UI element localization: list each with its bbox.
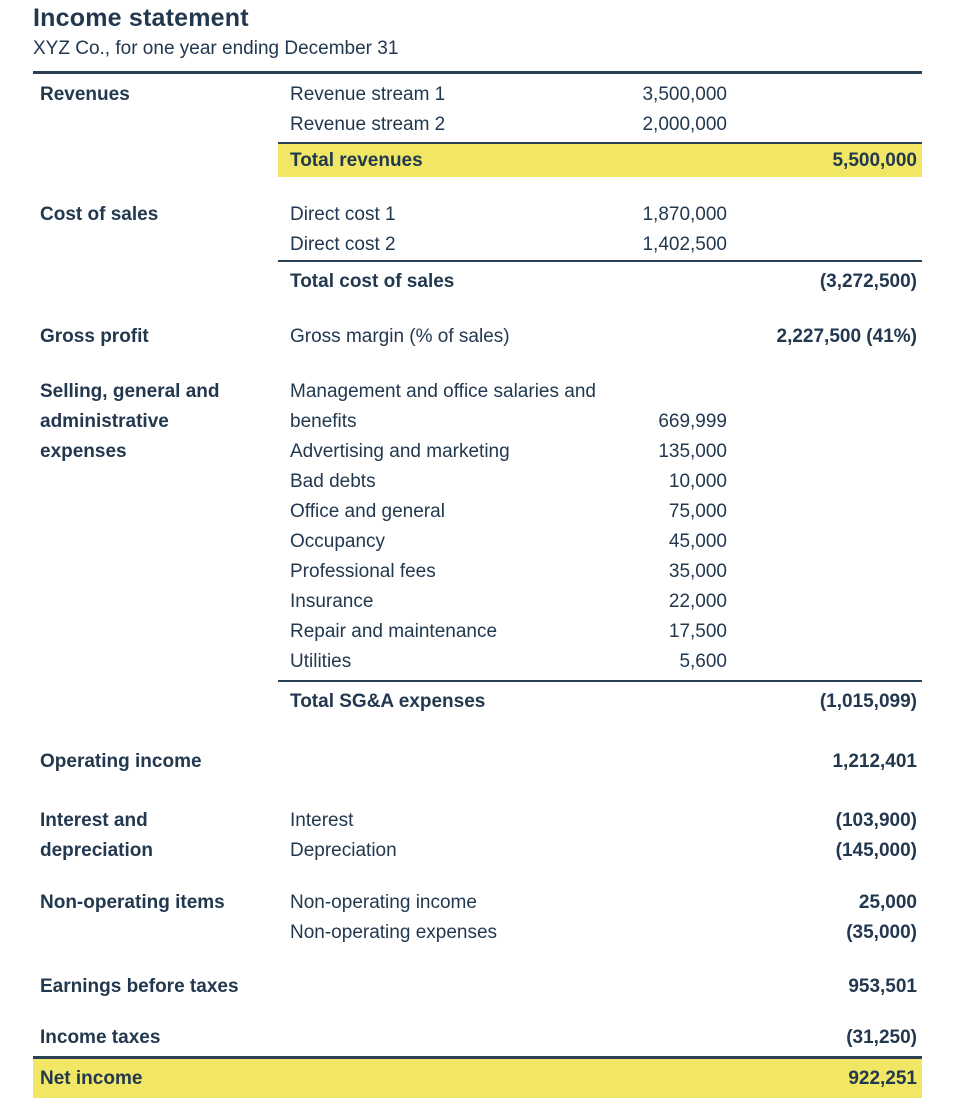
- section-cost-of-sales: [33, 200, 922, 302]
- item-amount: 10,000: [668, 471, 727, 492]
- total-label: Total SG&A expenses: [290, 691, 486, 712]
- item-amount: 1,402,500: [642, 234, 727, 255]
- item-amount: 1,870,000: [642, 204, 727, 225]
- total-amount: (35,000): [846, 922, 917, 943]
- total-amount: 5,500,000: [832, 150, 917, 171]
- summary-label: Net income: [40, 1068, 143, 1089]
- item-amount: 75,000: [668, 501, 727, 522]
- summary-label: Operating income: [40, 751, 202, 772]
- item-label: Repair and maintenance: [290, 621, 498, 642]
- section-label-sga: Selling, general and administrative expenses: [40, 381, 220, 462]
- row-direct-cost-1: [278, 200, 922, 230]
- row-repair-maintenance: [278, 617, 922, 647]
- item-label: Non-operating expenses: [290, 922, 498, 943]
- row-total-revenues: [278, 144, 922, 177]
- row-insurance: [278, 587, 922, 617]
- total-amount: (103,900): [835, 810, 917, 831]
- item-label: Occupancy: [290, 531, 386, 552]
- item-label: Insurance: [290, 591, 374, 612]
- total-amount: (145,000): [835, 840, 917, 861]
- row-revenue-stream-2: [278, 110, 922, 140]
- item-amount: 35,000: [668, 561, 727, 582]
- item-label: Direct cost 2: [290, 234, 396, 255]
- item-amount: 45,000: [668, 531, 727, 552]
- item-label: Management and office salaries and benefits: [290, 381, 596, 432]
- row-advertising-marketing: [278, 437, 922, 467]
- total-amount: 25,000: [858, 892, 917, 913]
- section-non-operating: [33, 888, 922, 948]
- total-amount: (1,015,099): [819, 691, 917, 712]
- item-amount: 2,000,000: [642, 114, 727, 135]
- row-earnings-before-taxes: [33, 972, 922, 1002]
- section-label-interest-depreciation: Interest and depreciation: [40, 810, 153, 861]
- header-rule: [33, 71, 922, 74]
- summary-amount: 922,251: [848, 1068, 917, 1089]
- item-amount: 5,600: [679, 651, 727, 672]
- section-interest-depreciation: [33, 806, 922, 866]
- item-label: Revenue stream 2: [290, 114, 446, 135]
- total-label: Total cost of sales: [290, 271, 455, 292]
- summary-amount: 953,501: [848, 976, 917, 997]
- item-label: Depreciation: [290, 840, 397, 861]
- section-gross-profit: [33, 322, 922, 352]
- item-label: Office and general: [290, 501, 445, 522]
- row-non-operating-expenses: [278, 918, 922, 948]
- summary-label: Earnings before taxes: [40, 976, 239, 997]
- total-label: Total revenues: [290, 150, 423, 171]
- total-amount: (3,272,500): [819, 271, 917, 292]
- item-amount: 17,500: [668, 621, 727, 642]
- item-label: Gross margin (% of sales): [290, 326, 510, 347]
- section-label-revenues: Revenues: [40, 84, 130, 105]
- item-amount: 669,999: [658, 411, 727, 432]
- row-depreciation: [278, 836, 922, 866]
- row-professional-fees: [278, 557, 922, 587]
- total-amount: 2,227,500 (41%): [776, 326, 917, 347]
- row-gross-margin: [278, 322, 922, 352]
- item-label: Professional fees: [290, 561, 436, 582]
- section-revenues: [33, 80, 922, 177]
- item-label: Interest: [290, 810, 354, 831]
- row-interest: [278, 806, 922, 836]
- item-label: Bad debts: [290, 471, 376, 492]
- summary-amount: 1,212,401: [832, 751, 917, 772]
- row-salaries-benefits: [278, 377, 922, 437]
- item-label: Utilities: [290, 651, 352, 672]
- section-sga: [33, 377, 922, 722]
- row-bad-debts: [278, 467, 922, 497]
- row-revenue-stream-1: [278, 80, 922, 110]
- section-label-gross-profit: Gross profit: [40, 326, 149, 347]
- row-total-cost-of-sales: [278, 262, 922, 302]
- row-operating-income: [33, 747, 922, 777]
- section-label-non-operating: Non-operating items: [40, 892, 225, 913]
- row-non-operating-income: [278, 888, 922, 918]
- row-income-taxes: [33, 1023, 922, 1053]
- page-title: Income statement: [33, 4, 249, 32]
- item-label: Non-operating income: [290, 892, 477, 913]
- row-utilities: [278, 647, 922, 677]
- item-label: Revenue stream 1: [290, 84, 446, 105]
- row-net-income: [33, 1059, 922, 1098]
- row-occupancy: [278, 527, 922, 557]
- section-label-cost-of-sales: Cost of sales: [40, 204, 159, 225]
- item-amount: 3,500,000: [642, 84, 727, 105]
- item-amount: 135,000: [658, 441, 727, 462]
- page-subtitle: XYZ Co., for one year ending December 31: [33, 38, 399, 59]
- item-label: Direct cost 1: [290, 204, 396, 225]
- item-amount: 22,000: [668, 591, 727, 612]
- summary-amount: (31,250): [846, 1027, 917, 1048]
- row-total-sga: [278, 682, 922, 722]
- summary-label: Income taxes: [40, 1027, 161, 1048]
- row-office-general: [278, 497, 922, 527]
- row-direct-cost-2: [278, 230, 922, 260]
- item-label: Advertising and marketing: [290, 441, 510, 462]
